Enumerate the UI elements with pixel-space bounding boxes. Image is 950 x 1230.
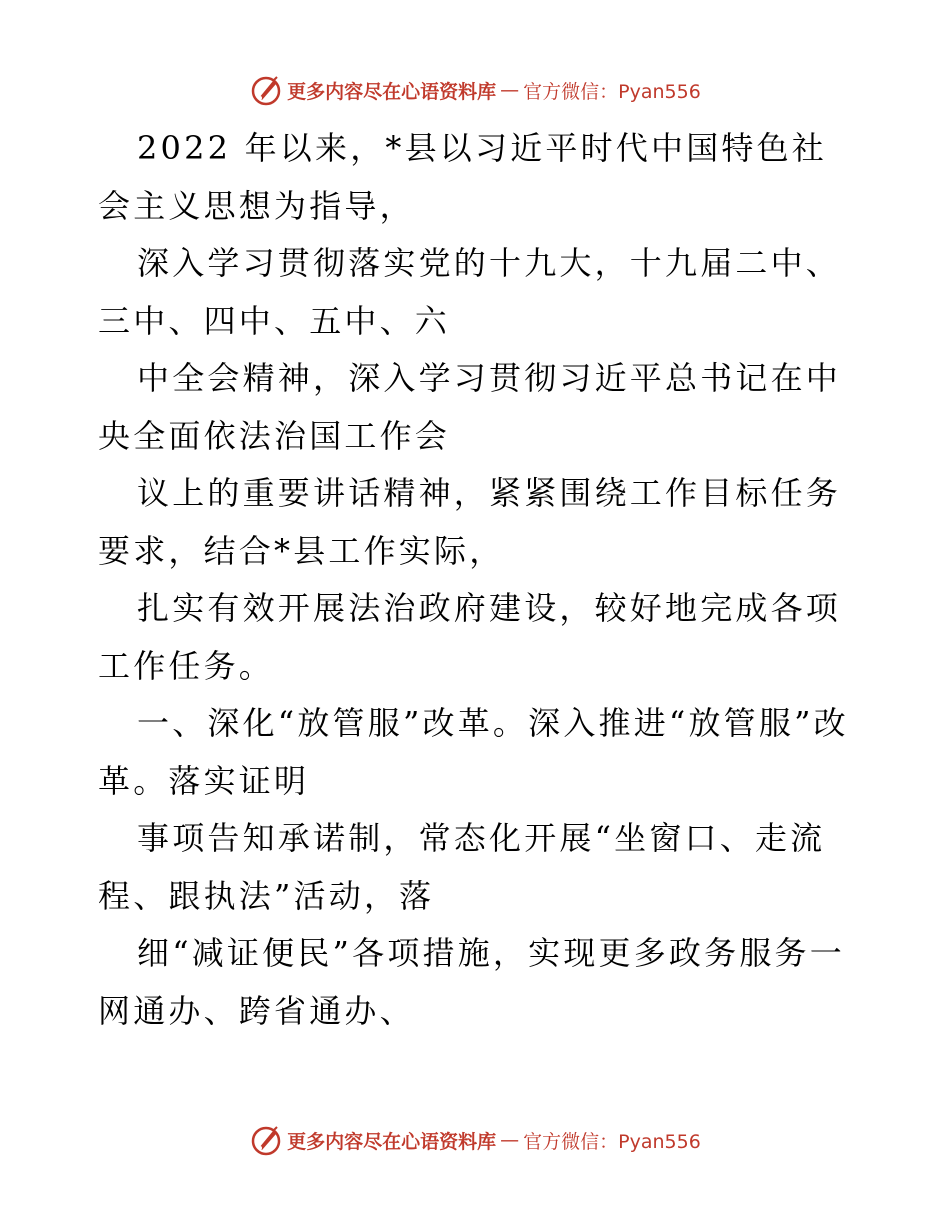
- header-contact: 官方微信：Pyan556: [523, 80, 701, 103]
- footer-separator: —: [500, 1129, 520, 1151]
- footer-brand-text: 更多内容尽在心语资料库: [287, 1130, 497, 1153]
- quill-pen-seal-icon: [249, 73, 283, 107]
- paragraph-8: 细“减证便民”各项措施，实现更多政务服务一网通办、跨省通办、: [98, 934, 845, 1030]
- header-separator: —: [500, 79, 520, 101]
- footer-brand: [249, 1123, 701, 1157]
- page-footer: [0, 1120, 950, 1160]
- paragraph-2: 深入学习贯彻落实党的十九大，十九届二中、三中、四中、五中、六: [98, 244, 842, 340]
- footer-contact: 官方微信：Pyan556: [523, 1130, 701, 1153]
- quill-pen-seal-icon: [249, 1123, 283, 1157]
- document-body: [98, 120, 853, 1040]
- paragraph-1: 2022 年以来，*县以习近平时代中国特色社会主义思想为指导，: [98, 129, 828, 225]
- paragraph-3: 中全会精神，深入学习贯彻习近平总书记在中央全面依法治国工作会: [98, 359, 842, 455]
- header-brand-text: 更多内容尽在心语资料库: [287, 80, 497, 103]
- paragraph-4: 议上的重要讲话精神，紧紧围绕工作目标任务要求，结合*县工作实际，: [98, 474, 842, 570]
- header-brand: [249, 73, 701, 107]
- paragraph-6: 一、深化“放管服”改革。深入推进“放管服”改革。落实证明: [98, 704, 849, 800]
- page-header: [0, 70, 950, 110]
- paragraph-7: 事项告知承诺制，常态化开展“坐窗口、走流程、跟执法”活动，落: [98, 819, 826, 915]
- paragraph-5: 扎实有效开展法治政府建设，较好地完成各项工作任务。: [98, 589, 842, 685]
